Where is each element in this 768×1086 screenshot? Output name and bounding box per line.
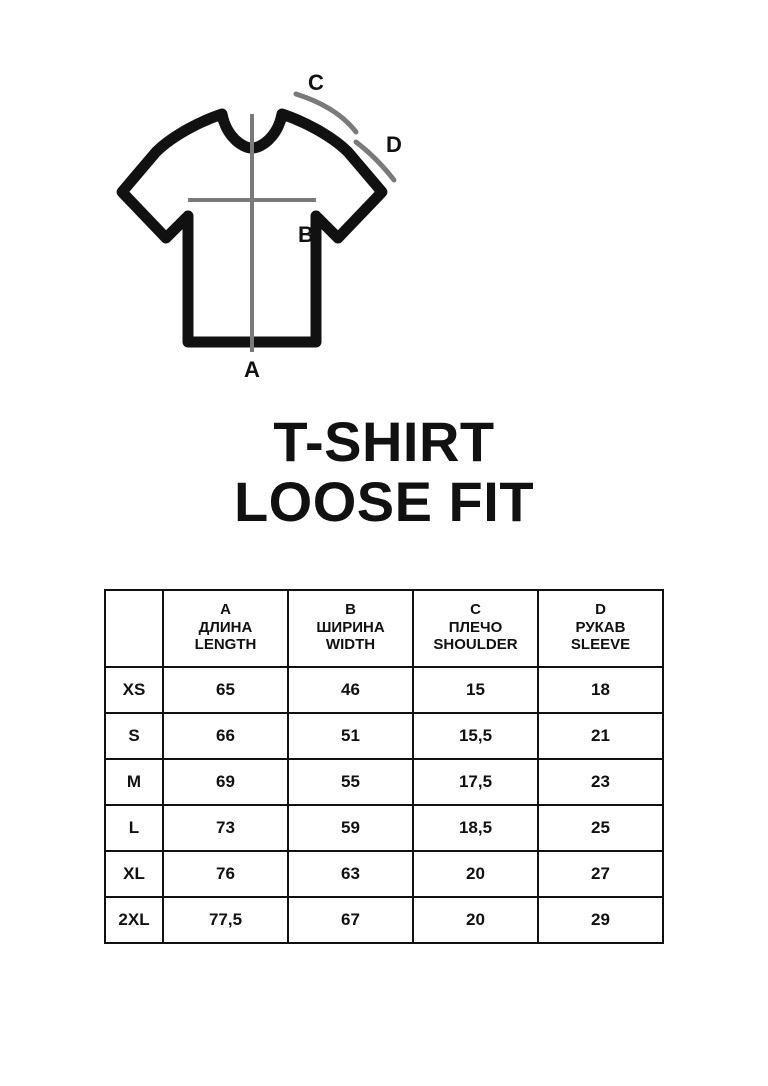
cell-length: 69 (163, 759, 288, 805)
header-cell-sleeve (538, 590, 663, 667)
header-en-width: WIDTH (325, 636, 376, 654)
header-letter-b: B (345, 600, 356, 618)
table-row (105, 713, 663, 759)
header-en-shoulder: SHOULDER (433, 636, 518, 654)
header-en-sleeve: SLEEVE (570, 636, 631, 654)
table-row (105, 851, 663, 897)
cell-size: L (105, 805, 163, 851)
header-en-length: LENGTH (194, 636, 257, 654)
header-cell-length (163, 590, 288, 667)
table-row (105, 759, 663, 805)
table-row (105, 805, 663, 851)
size-table-wrapper (104, 589, 664, 944)
cell-sleeve: 27 (538, 851, 663, 897)
size-table-head (105, 590, 663, 667)
title-line-1: T-SHIRT (273, 410, 495, 473)
cell-length: 76 (163, 851, 288, 897)
table-header-row (105, 590, 663, 667)
cell-width: 59 (288, 805, 413, 851)
cell-width: 46 (288, 667, 413, 713)
cell-width: 67 (288, 897, 413, 943)
cell-width: 55 (288, 759, 413, 805)
cell-size: S (105, 713, 163, 759)
header-letter-c: C (470, 600, 481, 618)
cell-shoulder: 18,5 (413, 805, 538, 851)
cell-sleeve: 25 (538, 805, 663, 851)
cell-length: 65 (163, 667, 288, 713)
header-letter-a: A (220, 600, 231, 618)
header-cell-shoulder (413, 590, 538, 667)
cell-length: 77,5 (163, 897, 288, 943)
cell-width: 63 (288, 851, 413, 897)
table-row (105, 897, 663, 943)
table-row (105, 667, 663, 713)
cell-length: 66 (163, 713, 288, 759)
cell-sleeve: 23 (538, 759, 663, 805)
cell-sleeve: 18 (538, 667, 663, 713)
cell-length: 73 (163, 805, 288, 851)
header-cell-size (105, 590, 163, 667)
header-ru-length: ДЛИНА (198, 618, 253, 636)
cell-sleeve: 29 (538, 897, 663, 943)
header-cell-width (288, 590, 413, 667)
header-letter-d: D (595, 600, 606, 618)
diagram-label-b: B (298, 222, 314, 247)
cell-size: M (105, 759, 163, 805)
title-line-2: LOOSE FIT (233, 470, 535, 534)
t-shirt-illustration (104, 52, 664, 392)
size-table (104, 589, 664, 944)
header-ru-width: ШИРИНА (316, 618, 385, 636)
cell-width: 51 (288, 713, 413, 759)
diagram-label-a: A (244, 357, 260, 382)
t-shirt-diagram (104, 52, 664, 392)
size-table-body (105, 667, 663, 943)
cell-shoulder: 17,5 (413, 759, 538, 805)
header-ru-shoulder: ПЛЕЧО (448, 618, 503, 636)
page-title (234, 412, 534, 533)
cell-shoulder: 15,5 (413, 713, 538, 759)
cell-size: XS (105, 667, 163, 713)
cell-shoulder: 20 (413, 897, 538, 943)
diagram-label-c: C (308, 70, 324, 95)
cell-shoulder: 20 (413, 851, 538, 897)
cell-sleeve: 21 (538, 713, 663, 759)
cell-shoulder: 15 (413, 667, 538, 713)
cell-size: XL (105, 851, 163, 897)
header-ru-sleeve: РУКАВ (575, 618, 626, 636)
cell-size: 2XL (105, 897, 163, 943)
diagram-label-d: D (386, 132, 402, 157)
